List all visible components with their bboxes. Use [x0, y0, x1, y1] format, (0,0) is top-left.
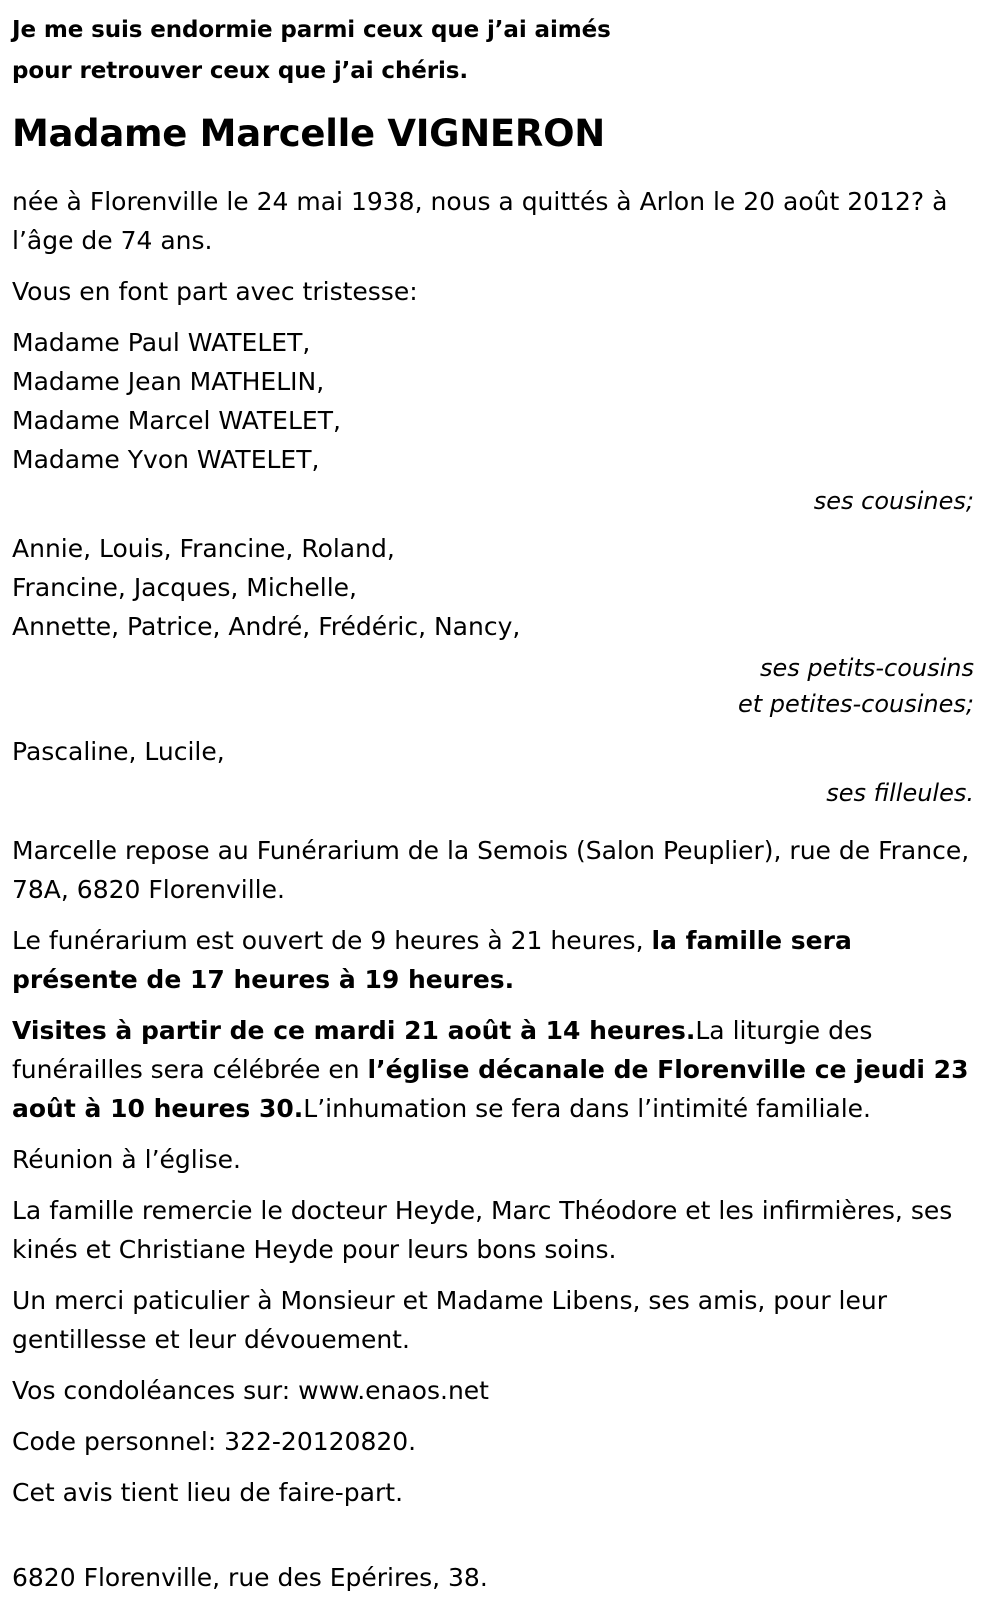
- epigraph-line-2: pour retrouver ceux que j’ai chéris.: [12, 58, 468, 84]
- list-item: Madame Paul WATELET,: [12, 328, 311, 357]
- cousins-name-list: [12, 323, 986, 479]
- thanks-medical-staff: La famille remercie le docteur Heyde, Marc Théodore et les infirmières, ses kinés et Christiane Heyde pour leurs bons soins.: [12, 1196, 953, 1264]
- condolences-website: Vos condoléances sur: www.enaos.net: [12, 1376, 489, 1405]
- church-bold: l’église décanale de Florenville ce jeudi 23 août à 10 heures 30.: [12, 1055, 969, 1123]
- personal-code: Code personnel: 322-20120820.: [12, 1427, 417, 1456]
- list-item: Madame Yvon WATELET,: [12, 445, 320, 474]
- list-item: Pascaline, Lucile,: [12, 737, 225, 766]
- relation-text-line-2: et petites-cousines;: [737, 690, 974, 718]
- epigraph-line-1: Je me suis endormie parmi ceux que j’ai aimés: [12, 17, 611, 43]
- relation-label-filleules: [12, 775, 986, 811]
- service-details: [12, 1011, 986, 1128]
- relation-text: ses filleules.: [826, 779, 974, 807]
- legal-notice: Cet avis tient lieu de faire-part.: [12, 1478, 404, 1507]
- family-address: 6820 Florenville, rue des Epérires, 38.: [12, 1563, 488, 1592]
- opening-hours-regular: Le funérarium est ouvert de 9 heures à 21 heures,: [12, 926, 652, 955]
- meeting-place: Réunion à l’église.: [12, 1145, 242, 1174]
- epigraph-verse: [12, 10, 986, 92]
- birth-death-details: née à Florenville le 24 mai 1938, nous a quittés à Arlon le 20 août 2012? à l’âge de 74 ans.: [12, 187, 948, 255]
- list-item: Annie, Louis, Francine, Roland,: [12, 534, 395, 563]
- opening-hours-bold: la famille sera présente de 17 heures à 19 heures.: [12, 926, 852, 994]
- petits-cousins-name-list: [12, 529, 986, 646]
- thanks-friends: Un merci paticulier à Monsieur et Madame Libens, ses amis, pour leur gentillesse et leur dévouement.: [12, 1286, 887, 1354]
- list-item: Madame Marcel WATELET,: [12, 406, 341, 435]
- announcement-intro: Vous en font part avec tristesse:: [12, 277, 418, 306]
- funerarium-opening-hours: [12, 921, 986, 999]
- filleules-name-list: [12, 732, 986, 771]
- list-item: Francine, Jacques, Michelle,: [12, 573, 357, 602]
- liturgy-regular: La liturgie des funérailles sera célébrée en: [12, 1016, 873, 1084]
- relation-label-petits-cousins: [12, 650, 986, 722]
- relation-text: ses cousines;: [813, 487, 974, 515]
- burial-regular: L’inhumation se fera dans l’intimité familiale.: [303, 1094, 871, 1123]
- visits-bold: Visites à partir de ce mardi 21 août à 14 heures.: [12, 1016, 696, 1045]
- funerarium-location: Marcelle repose au Funérarium de la Semois (Salon Peuplier), rue de France, 78A, 6820 Florenville.: [12, 836, 970, 904]
- list-item: Annette, Patrice, André, Frédéric, Nancy,: [12, 612, 521, 641]
- list-item: Madame Jean MATHELIN,: [12, 367, 325, 396]
- deceased-name: Madame Marcelle VIGNERON: [12, 112, 605, 155]
- relation-text-line-1: ses petits-cousins: [759, 654, 974, 682]
- relation-label-cousines: [12, 483, 986, 519]
